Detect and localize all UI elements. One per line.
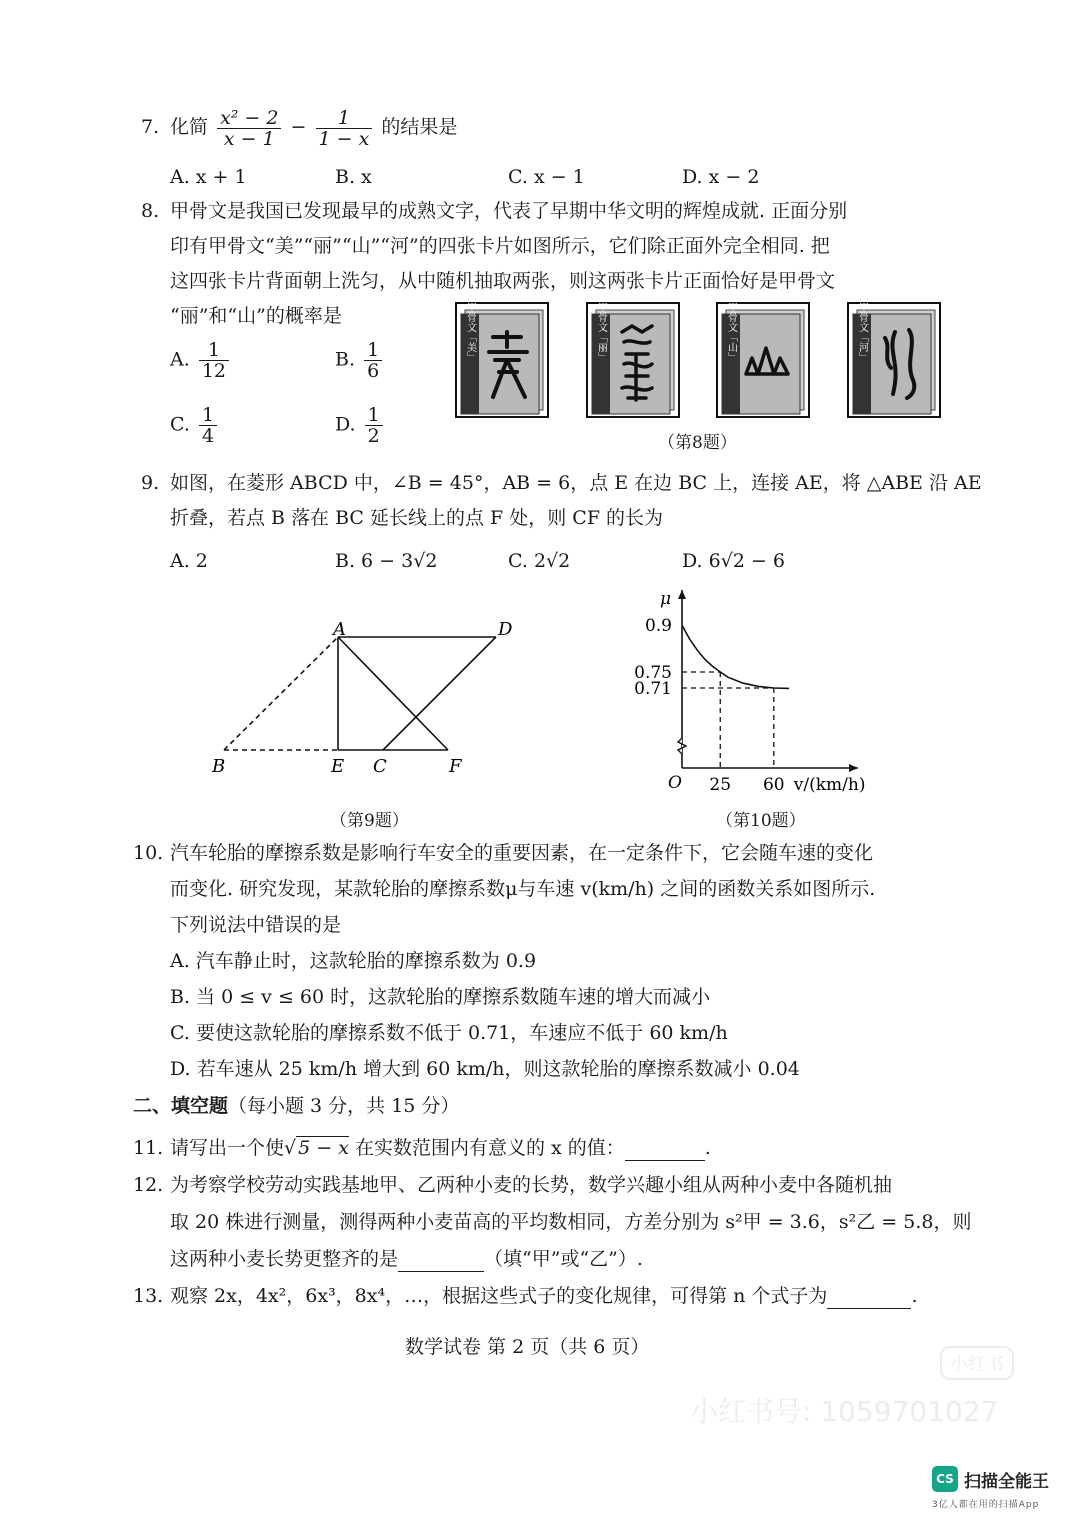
y-axis-arrow [678, 590, 686, 599]
q11-radicand: 5 − x [298, 1137, 349, 1159]
q11-prefix: 请写出一个使 [170, 1137, 285, 1159]
q8-option-b-num: 1 [364, 340, 382, 361]
q10-option-a: A. 汽车静止时，这款轮胎的摩擦系数为 0.9 [170, 950, 537, 972]
segment-dc [383, 637, 496, 750]
q8-option-d-label: D. [335, 413, 356, 436]
q8-option-b-label: B. [335, 348, 356, 371]
label-e: E [331, 756, 345, 777]
segment-af [338, 637, 448, 750]
q13-text: 观察 2x，4x²，6x³，8x⁴，…，根据这些式子的变化规律，可得第 n 个式子为 [170, 1285, 828, 1307]
q8-line-3: 这四张卡片背面朝上洗匀，从中随机抽取两张，则这两张卡片正面恰好是甲骨文 [170, 270, 836, 292]
q13-number: 13. [133, 1285, 164, 1307]
q8-option-c-den: 4 [201, 425, 215, 447]
q10-line-3: 下列说法中错误的是 [170, 914, 342, 936]
q10-line-2: 而变化. 研究发现，某款轮胎的摩擦系数μ与车速 v(km/h) 之间的函数关系如图所示. [170, 878, 876, 900]
q9-line-2: 折叠，若点 B 落在 BC 延长线上的点 F 处，则 CF 的长为 [170, 507, 664, 529]
camscanner-tagline: 3亿人都在用的扫描App [932, 1500, 1040, 1510]
label-d: D [498, 619, 513, 640]
q7-fraction-2 [316, 108, 373, 149]
q12-line-3-suffix: （填“甲”或“乙”）. [484, 1248, 643, 1270]
x-axis-arrow [849, 764, 858, 772]
q8-option-b-den: 6 [367, 360, 380, 382]
section-2-title: 二、填空题 [133, 1095, 229, 1117]
q8-caption: （第8题） [658, 433, 737, 453]
q9-caption: （第9题） [330, 811, 409, 831]
q8-line-4: “丽”和“山”的概率是 [170, 305, 342, 327]
card-li-label: 甲骨文「丽」 [595, 302, 607, 362]
q9-option-c: C. 2√2 [508, 550, 571, 572]
q10-option-c: C. 要使这款轮胎的摩擦系数不低于 0.71，车速应不低于 60 km/h [170, 1022, 728, 1044]
q8-option-a-num: 1 [199, 340, 229, 361]
q7-suffix: 的结果是 [381, 116, 458, 138]
q12-line-3 [170, 1246, 643, 1272]
q7-option-c: C. x − 1 [508, 166, 585, 188]
q11-end: . [704, 1137, 711, 1159]
q7-number: 7. [141, 116, 160, 138]
xiaohongshu-badge: 小红书 [940, 1346, 1014, 1380]
q8-option-d [335, 405, 386, 446]
q12-line-2: 取 20 株进行测量，测得两种小麦苗高的平均数相同，方差分别为 s²甲 = 3.6，s²乙 = 5.8，则 [170, 1211, 972, 1233]
q13-stem [170, 1283, 917, 1309]
q8-option-c-label: C. [170, 413, 190, 436]
q10-option-b: B. 当 0 ≤ v ≤ 60 时，这款轮胎的摩擦系数随车速的增大而减小 [170, 986, 711, 1008]
y-axis-break [678, 738, 686, 754]
q10-caption: （第10题） [716, 811, 806, 831]
q10-line-1: 汽车轮胎的摩擦系数是影响行车安全的重要因素，在一定条件下，它会随车速的变化 [170, 842, 874, 864]
q10-friction-chart [620, 580, 890, 795]
q8-option-c [170, 405, 220, 446]
q8-option-c-fraction [199, 405, 217, 446]
origin-label: O [668, 773, 682, 793]
q7-option-a: A. x + 1 [170, 166, 247, 188]
q8-number: 8. [141, 200, 160, 222]
card-li [586, 302, 680, 418]
q7-option-d: D. x − 2 [682, 166, 760, 188]
card-mei-label: 甲骨文「美」 [464, 302, 476, 362]
q7-stem [170, 104, 457, 150]
card-shan-label: 甲骨文「山」 [725, 302, 737, 362]
x-axis-label: v/(km/h) [793, 775, 866, 795]
label-f: F [449, 756, 462, 777]
q9-option-d: D. 6√2 − 6 [682, 550, 786, 572]
card-he-label: 甲骨文「河」 [856, 302, 868, 362]
q9-number: 9. [141, 472, 160, 494]
q13-answer-blank[interactable] [827, 1308, 911, 1309]
section-2-note: （每小题 3 分，共 15 分） [228, 1095, 460, 1117]
q13-end: . [911, 1285, 918, 1307]
q7-fraction-2-denominator: 1 − x [318, 127, 370, 150]
q8-option-a-den: 12 [201, 360, 226, 382]
q10-option-d: D. 若车速从 25 km/h 增大到 60 km/h，则这款轮胎的摩擦系数减小 0.04 [170, 1058, 800, 1080]
q12-number: 12. [133, 1174, 164, 1196]
q11-number: 11. [133, 1137, 164, 1159]
y-tick-label-1: 0.75 [634, 663, 672, 683]
xiaohongshu-id-watermark: 小红书号: 1059701027 [690, 1395, 999, 1428]
q8-option-b-fraction [364, 340, 382, 381]
y-tick-label-0: 0.9 [644, 616, 672, 637]
q8-option-d-num: 1 [365, 405, 383, 426]
q9-line-1: 如图，在菱形 ABCD 中，∠B = 45°，AB = 6，点 E 在边 BC 上，连接 AE，将 △ABE 沿 AE [170, 472, 982, 494]
series-curve [682, 625, 789, 688]
q9-rhombus-figure [200, 615, 540, 785]
q7-option-b: B. x [335, 166, 372, 188]
camscanner-app-name: 扫描全能王 [964, 1472, 1049, 1492]
label-c: C [373, 756, 387, 777]
q11-stem: 请写出一个使√ 5 − x 在实数范围内有意义的 x 的值： . [170, 1137, 711, 1159]
y-axis-label: μ [660, 589, 672, 609]
y-tick-label-2: 0.71 [634, 679, 672, 699]
q8-option-d-fraction [365, 405, 383, 446]
q7-fraction-1-denominator: x − 1 [223, 127, 275, 150]
q8-line-2: 印有甲骨文“美”“丽”“山”“河”的四张卡片如图所示，它们除正面外完全相同. 把 [170, 235, 830, 257]
q8-option-a [170, 340, 232, 381]
q8-option-c-num: 1 [199, 405, 217, 426]
q8-option-a-label: A. [170, 348, 190, 371]
q11-suffix: 在实数范围内有意义的 x 的值： [354, 1137, 625, 1159]
q12-answer-blank[interactable] [398, 1271, 484, 1272]
q8-option-a-fraction [199, 340, 229, 381]
q9-option-b: B. 6 − 3√2 [335, 550, 438, 572]
x-tick-label-0: 25 [709, 775, 732, 795]
page-footer: 数学试卷 第 2 页（共 6 页） [405, 1336, 650, 1358]
camscanner-logo-icon: CS [932, 1466, 958, 1492]
q9-option-a: A. 2 [170, 550, 208, 572]
q7-fraction-1-numerator: x² − 2 [217, 108, 281, 129]
q8-option-b [335, 340, 385, 381]
label-a: A [333, 619, 346, 640]
q8-line-1: 甲骨文是我国已发现最早的成熟文字，代表了早期中华文明的辉煌成就. 正面分别 [170, 200, 848, 222]
q8-option-d-den: 2 [367, 425, 380, 447]
q11-answer-blank[interactable] [625, 1160, 705, 1161]
q12-line-3-prefix: 这两种小麦长势更整齐的是 [170, 1248, 399, 1270]
x-tick-label-1: 60 [762, 775, 785, 795]
segment-ab [224, 637, 338, 750]
section-2-heading [133, 1093, 459, 1119]
q7-fraction-1 [217, 108, 281, 149]
label-b: B [212, 756, 226, 777]
q10-number: 10. [133, 842, 164, 864]
q7-minus: − [290, 116, 307, 138]
card-shan [716, 302, 810, 418]
q7-prefix: 化简 [170, 116, 209, 138]
card-mei [455, 302, 549, 418]
card-he [847, 302, 941, 418]
q12-line-1: 为考察学校劳动实践基地甲、乙两种小麦的长势，数学兴趣小组从两种小麦中各随机抽 [170, 1174, 893, 1196]
q7-fraction-2-numerator: 1 [316, 108, 373, 129]
